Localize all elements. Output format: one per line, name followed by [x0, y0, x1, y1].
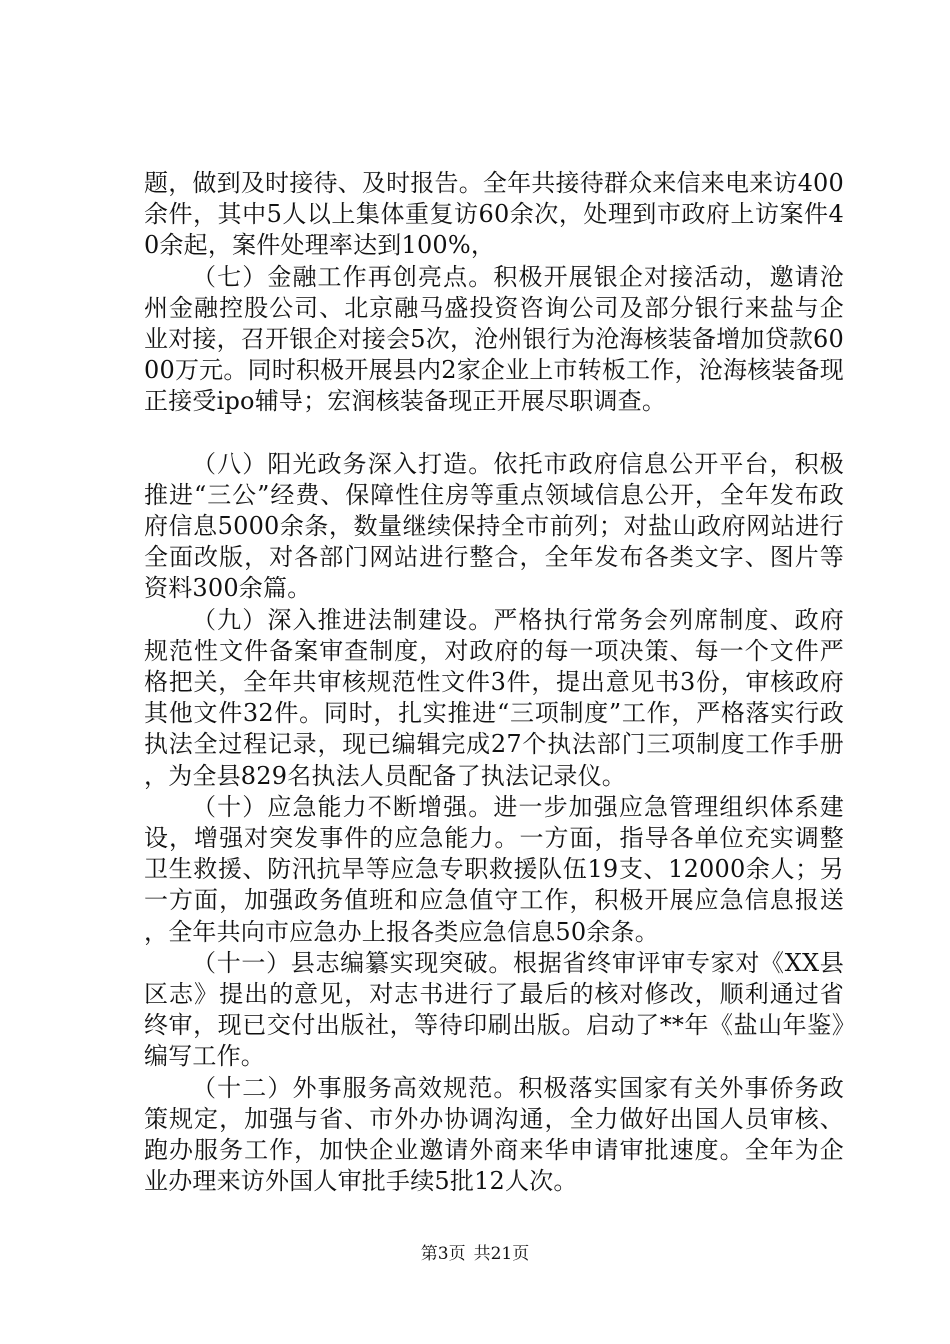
paragraph-foreign-affairs: （十二）外事服务高效规范。积极落实国家有关外事侨务政策规定，加强与省、市外办协调沟通，全力做好出国人员审核、跑办服务工作，加快企业邀请外商来华申请审批速度。全年为企业办理来访外国人审批手续5批12人次。	[144, 1073, 844, 1196]
paragraph-open-government: （八）阳光政务深入打造。依托市政府信息公开平台，积极推进“三公”经费、保障性住房等重点领域信息公开，全年发布政府信息5000余条，数量继续保持全市前列；对盐山政府网站进行全面改版，对各部门网站进行整合，全年发布各类文字、图片等资料300余篇。	[144, 449, 844, 603]
paragraph-finance: （七）金融工作再创亮点。积极开展银企对接活动，邀请沧州金融控股公司、北京融马盛投资咨询公司及部分银行来盐与企业对接，召开银企对接会5次，沧州银行为沧海核装备增加贷款6000万元。同时积极开展县内2家企业上市转板工作，沧海核装备现正接受ipo辅导；宏润核装备现正开展尽职调查。	[144, 262, 844, 416]
paragraph-emergency: （十）应急能力不断增强。进一步加强应急管理组织体系建设，增强对突发事件的应急能力。一方面，指导各单位充实调整卫生救援、防汛抗旱等应急专职救援队伍19支、12000余人；另一方面，加强政务值班和应急值守工作，积极开展应急信息报送，全年共向市应急办上报各类应急信息50余条。	[144, 792, 844, 946]
page-number: 第3页	[420, 1244, 466, 1264]
paragraph-county-annals: （十一）县志编纂实现突破。根据省终审评审专家对《XX县区志》提出的意见，对志书进行了最后的核对修改，顺利通过省终审，现已交付出版社，等待印刷出版。启动了**年《盐山年鉴》编写工作。	[144, 948, 844, 1071]
page-footer	[0, 1243, 950, 1265]
paragraph-legal-system: （九）深入推进法制建设。严格执行常务会列席制度、政府规范性文件备案审查制度，对政府的每一项决策、每一个文件严格把关，全年共审核规范性文件3件，提出意见书3份，审核政府其他文件32件。同时，扎实推进“三项制度”工作，严格落实行政执法全过程记录，现已编辑完成27个执法部门三项制度工作手册，为全县829名执法人员配备了执法记录仪。	[144, 605, 844, 790]
page-total: 共21页	[473, 1244, 530, 1264]
paragraph-letters-visits: 题，做到及时接待、及时报告。全年共接待群众来信来电来访400余件，其中5人以上集体重复访60余次，处理到市政府上访案件40余起，案件处理率达到100%，	[144, 169, 844, 260]
document-body	[144, 168, 844, 1198]
